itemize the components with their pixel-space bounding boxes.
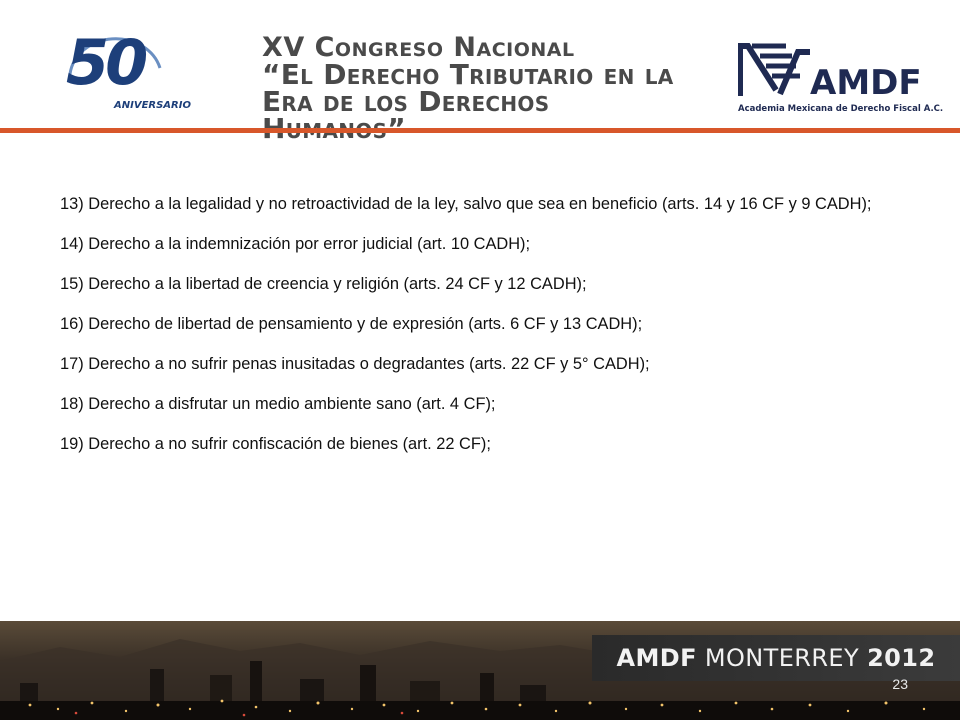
list-item: 13) Derecho a la legalidad y no retroactividad de la ley, salvo que sea en beneficio (arts. 14 y 16 CF y 9 CADH);: [60, 195, 872, 213]
page-number: 23: [892, 676, 908, 692]
rights-list: [60, 192, 896, 472]
footer-cityscape: [0, 621, 960, 720]
banner-org: AMDF: [616, 644, 697, 672]
anniversary-label: ANIVERSARIO: [114, 100, 191, 111]
congress-title-line3: Era de los Derechos: [262, 85, 550, 118]
list-item: 15) Derecho a la libertad de creencia y religión (arts. 24 CF y 12 CADH);: [60, 275, 587, 293]
slide-header: [0, 0, 960, 132]
accent-bar: [0, 128, 960, 133]
list-item: 17) Derecho a no sufrir penas inusitadas o degradantes (arts. 22 CF y 5° CADH);: [60, 355, 650, 373]
event-banner: [592, 635, 960, 681]
list-item: 19) Derecho a no sufrir confiscación de bienes (art. 22 CF);: [60, 435, 491, 453]
amdf-emblem-icon: [738, 38, 928, 102]
list-item: 16) Derecho de libertad de pensamiento y de expresión (arts. 6 CF y 13 CADH);: [60, 315, 643, 333]
anniversary-number: 50: [66, 26, 145, 99]
congress-title-line1: XV Congreso Nacional: [262, 32, 575, 63]
amdf-full-name: Academia Mexicana de Derecho Fiscal A.C.: [738, 104, 944, 114]
list-item: 14) Derecho a la indemnización por error judicial (art. 10 CADH);: [60, 235, 531, 253]
banner-city: MONTERREY: [704, 644, 860, 672]
anniversary-logo: [62, 26, 191, 120]
banner-year: 2012: [867, 644, 936, 672]
amdf-acronym: AMDF: [810, 63, 922, 102]
congress-title-line2: “El Derecho Tributario en la: [262, 58, 674, 91]
congress-title: [262, 34, 682, 142]
list-item: 18) Derecho a disfrutar un medio ambiente sano (art. 4 CF);: [60, 395, 496, 413]
